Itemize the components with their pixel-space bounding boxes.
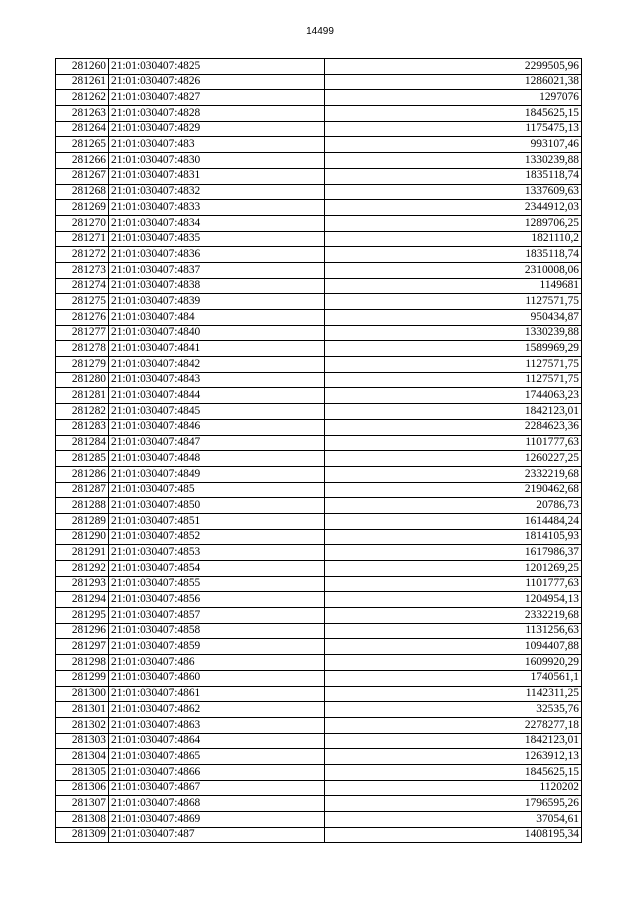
table-row bbox=[56, 168, 582, 184]
row-number-cell: 281261 bbox=[56, 74, 109, 90]
cadastral-value-cell: 1204954,13 bbox=[325, 592, 582, 608]
table-row bbox=[56, 623, 582, 639]
cadastral-number-cell: 21:01:030407:4839 bbox=[109, 294, 325, 310]
table-row bbox=[56, 466, 582, 482]
row-number-cell: 281262 bbox=[56, 90, 109, 106]
table-row bbox=[56, 388, 582, 404]
table-row bbox=[56, 262, 582, 278]
cadastral-number-cell: 21:01:030407:4855 bbox=[109, 576, 325, 592]
table-row bbox=[56, 498, 582, 514]
row-number-cell: 281301 bbox=[56, 702, 109, 718]
table-row bbox=[56, 310, 582, 326]
table-row bbox=[56, 561, 582, 577]
row-number-cell: 281290 bbox=[56, 529, 109, 545]
table-row bbox=[56, 341, 582, 357]
row-number-cell: 281263 bbox=[56, 106, 109, 122]
cadastral-number-cell: 21:01:030407:4868 bbox=[109, 796, 325, 812]
cadastral-number-cell: 21:01:030407:4865 bbox=[109, 749, 325, 765]
table-row bbox=[56, 513, 582, 529]
row-number-cell: 281305 bbox=[56, 764, 109, 780]
cadastral-value-cell: 20786,73 bbox=[325, 498, 582, 514]
cadastral-number-cell: 21:01:030407:4862 bbox=[109, 702, 325, 718]
cadastral-number-cell: 21:01:030407:4848 bbox=[109, 451, 325, 467]
table-row bbox=[56, 106, 582, 122]
cadastral-value-cell: 1094407,88 bbox=[325, 639, 582, 655]
table-row bbox=[56, 592, 582, 608]
row-number-cell: 281284 bbox=[56, 435, 109, 451]
page-number: 14499 bbox=[306, 26, 334, 37]
table-row bbox=[56, 90, 582, 106]
cadastral-number-cell: 21:01:030407:4869 bbox=[109, 812, 325, 828]
table-row bbox=[56, 764, 582, 780]
cadastral-value-cell: 1821110,2 bbox=[325, 231, 582, 247]
cadastral-number-cell: 21:01:030407:4852 bbox=[109, 529, 325, 545]
row-number-cell: 281274 bbox=[56, 278, 109, 294]
table-row bbox=[56, 121, 582, 137]
cadastral-value-cell: 1845625,15 bbox=[325, 106, 582, 122]
cadastral-number-cell: 21:01:030407:4826 bbox=[109, 74, 325, 90]
cadastral-value-cell: 2332219,68 bbox=[325, 608, 582, 624]
row-number-cell: 281267 bbox=[56, 168, 109, 184]
cadastral-number-cell: 21:01:030407:485 bbox=[109, 482, 325, 498]
cadastral-value-cell: 1744063,23 bbox=[325, 388, 582, 404]
cadastral-value-cell: 32535,76 bbox=[325, 702, 582, 718]
cadastral-number-cell: 21:01:030407:4851 bbox=[109, 513, 325, 529]
table-row bbox=[56, 357, 582, 373]
table-row bbox=[56, 749, 582, 765]
cadastral-value-cell: 1101777,63 bbox=[325, 576, 582, 592]
cadastral-value-cell: 2299505,96 bbox=[325, 59, 582, 75]
cadastral-value-cell: 1175475,13 bbox=[325, 121, 582, 137]
cadastral-number-cell: 21:01:030407:4844 bbox=[109, 388, 325, 404]
cadastral-value-cell: 1835118,74 bbox=[325, 247, 582, 263]
row-number-cell: 281260 bbox=[56, 59, 109, 75]
cadastral-value-cell: 1101777,63 bbox=[325, 435, 582, 451]
cadastral-number-cell: 21:01:030407:4864 bbox=[109, 733, 325, 749]
cadastral-value-cell: 1609920,29 bbox=[325, 655, 582, 671]
table-row bbox=[56, 796, 582, 812]
cadastral-number-cell: 21:01:030407:4853 bbox=[109, 545, 325, 561]
cadastral-value-cell: 1120202 bbox=[325, 780, 582, 796]
cadastral-value-cell: 1842123,01 bbox=[325, 404, 582, 420]
cadastral-number-cell: 21:01:030407:4840 bbox=[109, 325, 325, 341]
cadastral-value-cell: 1614484,24 bbox=[325, 513, 582, 529]
row-number-cell: 281265 bbox=[56, 137, 109, 153]
cadastral-value-cell: 1740561,1 bbox=[325, 670, 582, 686]
cadastral-number-cell: 21:01:030407:4847 bbox=[109, 435, 325, 451]
row-number-cell: 281300 bbox=[56, 686, 109, 702]
cadastral-value-cell: 1289706,25 bbox=[325, 215, 582, 231]
table-row bbox=[56, 404, 582, 420]
cadastral-value-cell: 1127571,75 bbox=[325, 294, 582, 310]
table-row bbox=[56, 278, 582, 294]
row-number-cell: 281292 bbox=[56, 561, 109, 577]
cadastral-number-cell: 21:01:030407:4849 bbox=[109, 466, 325, 482]
row-number-cell: 281303 bbox=[56, 733, 109, 749]
cadastral-number-cell: 21:01:030407:4829 bbox=[109, 121, 325, 137]
row-number-cell: 281270 bbox=[56, 215, 109, 231]
table-row bbox=[56, 435, 582, 451]
table-row bbox=[56, 670, 582, 686]
table-row bbox=[56, 137, 582, 153]
row-number-cell: 281291 bbox=[56, 545, 109, 561]
cadastral-value-cell: 1263912,13 bbox=[325, 749, 582, 765]
table-row bbox=[56, 482, 582, 498]
table-row bbox=[56, 655, 582, 671]
table-row bbox=[56, 733, 582, 749]
cadastral-number-cell: 21:01:030407:4860 bbox=[109, 670, 325, 686]
cadastral-number-cell: 21:01:030407:4841 bbox=[109, 341, 325, 357]
cadastral-number-cell: 21:01:030407:4843 bbox=[109, 372, 325, 388]
table-row bbox=[56, 153, 582, 169]
table-body bbox=[56, 59, 582, 843]
row-number-cell: 281299 bbox=[56, 670, 109, 686]
table-row bbox=[56, 325, 582, 341]
cadastral-value-table bbox=[55, 58, 582, 843]
cadastral-number-cell: 21:01:030407:4825 bbox=[109, 59, 325, 75]
row-number-cell: 281293 bbox=[56, 576, 109, 592]
cadastral-value-cell: 1814105,93 bbox=[325, 529, 582, 545]
row-number-cell: 281268 bbox=[56, 184, 109, 200]
cadastral-number-cell: 21:01:030407:4858 bbox=[109, 623, 325, 639]
table-row bbox=[56, 827, 582, 843]
table-row bbox=[56, 59, 582, 75]
cadastral-value-cell: 2284623,36 bbox=[325, 419, 582, 435]
cadastral-value-cell: 2310008,06 bbox=[325, 262, 582, 278]
row-number-cell: 281264 bbox=[56, 121, 109, 137]
table-row bbox=[56, 419, 582, 435]
cadastral-value-cell: 1796595,26 bbox=[325, 796, 582, 812]
cadastral-number-cell: 21:01:030407:4846 bbox=[109, 419, 325, 435]
cadastral-value-cell: 1286021,38 bbox=[325, 74, 582, 90]
row-number-cell: 281304 bbox=[56, 749, 109, 765]
table-row bbox=[56, 231, 582, 247]
row-number-cell: 281286 bbox=[56, 466, 109, 482]
table-row bbox=[56, 686, 582, 702]
cadastral-value-cell: 1131256,63 bbox=[325, 623, 582, 639]
cadastral-number-cell: 21:01:030407:4867 bbox=[109, 780, 325, 796]
table-row bbox=[56, 717, 582, 733]
table-row bbox=[56, 215, 582, 231]
table-row bbox=[56, 294, 582, 310]
row-number-cell: 281294 bbox=[56, 592, 109, 608]
cadastral-number-cell: 21:01:030407:4834 bbox=[109, 215, 325, 231]
cadastral-value-cell: 1330239,88 bbox=[325, 325, 582, 341]
cadastral-number-cell: 21:01:030407:4837 bbox=[109, 262, 325, 278]
cadastral-number-cell: 21:01:030407:4836 bbox=[109, 247, 325, 263]
cadastral-value-cell: 2332219,68 bbox=[325, 466, 582, 482]
cadastral-number-cell: 21:01:030407:4831 bbox=[109, 168, 325, 184]
table-row bbox=[56, 812, 582, 828]
cadastral-value-cell: 993107,46 bbox=[325, 137, 582, 153]
cadastral-number-cell: 21:01:030407:4835 bbox=[109, 231, 325, 247]
row-number-cell: 281283 bbox=[56, 419, 109, 435]
cadastral-number-cell: 21:01:030407:4833 bbox=[109, 200, 325, 216]
row-number-cell: 281287 bbox=[56, 482, 109, 498]
row-number-cell: 281297 bbox=[56, 639, 109, 655]
cadastral-value-cell: 1201269,25 bbox=[325, 561, 582, 577]
cadastral-value-cell: 1127571,75 bbox=[325, 357, 582, 373]
cadastral-value-cell: 1617986,37 bbox=[325, 545, 582, 561]
row-number-cell: 281307 bbox=[56, 796, 109, 812]
cadastral-number-cell: 21:01:030407:4866 bbox=[109, 764, 325, 780]
cadastral-number-cell: 21:01:030407:4845 bbox=[109, 404, 325, 420]
table-row bbox=[56, 184, 582, 200]
table-row bbox=[56, 200, 582, 216]
table-row bbox=[56, 576, 582, 592]
cadastral-value-cell: 37054,61 bbox=[325, 812, 582, 828]
row-number-cell: 281296 bbox=[56, 623, 109, 639]
cadastral-number-cell: 21:01:030407:4859 bbox=[109, 639, 325, 655]
cadastral-value-cell: 2190462,68 bbox=[325, 482, 582, 498]
cadastral-number-cell: 21:01:030407:4857 bbox=[109, 608, 325, 624]
row-number-cell: 281272 bbox=[56, 247, 109, 263]
cadastral-value-cell: 1149681 bbox=[325, 278, 582, 294]
cadastral-value-cell: 1835118,74 bbox=[325, 168, 582, 184]
cadastral-number-cell: 21:01:030407:4830 bbox=[109, 153, 325, 169]
row-number-cell: 281285 bbox=[56, 451, 109, 467]
row-number-cell: 281308 bbox=[56, 812, 109, 828]
cadastral-value-cell: 950434,87 bbox=[325, 310, 582, 326]
table-row bbox=[56, 780, 582, 796]
row-number-cell: 281277 bbox=[56, 325, 109, 341]
table-row bbox=[56, 74, 582, 90]
row-number-cell: 281273 bbox=[56, 262, 109, 278]
table-row bbox=[56, 529, 582, 545]
cadastral-number-cell: 21:01:030407:4842 bbox=[109, 357, 325, 373]
cadastral-value-cell: 1260227,25 bbox=[325, 451, 582, 467]
table-row bbox=[56, 545, 582, 561]
cadastral-number-cell: 21:01:030407:486 bbox=[109, 655, 325, 671]
cadastral-number-cell: 21:01:030407:4854 bbox=[109, 561, 325, 577]
row-number-cell: 281266 bbox=[56, 153, 109, 169]
table-row bbox=[56, 702, 582, 718]
row-number-cell: 281289 bbox=[56, 513, 109, 529]
cadastral-value-cell: 1842123,01 bbox=[325, 733, 582, 749]
table-row bbox=[56, 247, 582, 263]
cadastral-value-cell: 2278277,18 bbox=[325, 717, 582, 733]
row-number-cell: 281271 bbox=[56, 231, 109, 247]
cadastral-number-cell: 21:01:030407:483 bbox=[109, 137, 325, 153]
row-number-cell: 281306 bbox=[56, 780, 109, 796]
cadastral-value-cell: 1142311,25 bbox=[325, 686, 582, 702]
cadastral-value-cell: 1127571,75 bbox=[325, 372, 582, 388]
cadastral-number-cell: 21:01:030407:4861 bbox=[109, 686, 325, 702]
row-number-cell: 281269 bbox=[56, 200, 109, 216]
row-number-cell: 281276 bbox=[56, 310, 109, 326]
row-number-cell: 281295 bbox=[56, 608, 109, 624]
cadastral-number-cell: 21:01:030407:4863 bbox=[109, 717, 325, 733]
cadastral-value-cell: 1589969,29 bbox=[325, 341, 582, 357]
cadastral-number-cell: 21:01:030407:484 bbox=[109, 310, 325, 326]
cadastral-number-cell: 21:01:030407:487 bbox=[109, 827, 325, 843]
row-number-cell: 281278 bbox=[56, 341, 109, 357]
row-number-cell: 281309 bbox=[56, 827, 109, 843]
table-row bbox=[56, 372, 582, 388]
table-row bbox=[56, 608, 582, 624]
table-row bbox=[56, 451, 582, 467]
row-number-cell: 281279 bbox=[56, 357, 109, 373]
row-number-cell: 281275 bbox=[56, 294, 109, 310]
cadastral-value-cell: 2344912,03 bbox=[325, 200, 582, 216]
cadastral-value-cell: 1330239,88 bbox=[325, 153, 582, 169]
cadastral-value-cell: 1297076 bbox=[325, 90, 582, 106]
cadastral-value-cell: 1408195,34 bbox=[325, 827, 582, 843]
row-number-cell: 281298 bbox=[56, 655, 109, 671]
table-row bbox=[56, 639, 582, 655]
row-number-cell: 281302 bbox=[56, 717, 109, 733]
cadastral-number-cell: 21:01:030407:4832 bbox=[109, 184, 325, 200]
cadastral-number-cell: 21:01:030407:4828 bbox=[109, 106, 325, 122]
cadastral-number-cell: 21:01:030407:4856 bbox=[109, 592, 325, 608]
row-number-cell: 281282 bbox=[56, 404, 109, 420]
row-number-cell: 281280 bbox=[56, 372, 109, 388]
cadastral-value-cell: 1337609,63 bbox=[325, 184, 582, 200]
cadastral-number-cell: 21:01:030407:4827 bbox=[109, 90, 325, 106]
cadastral-number-cell: 21:01:030407:4838 bbox=[109, 278, 325, 294]
row-number-cell: 281288 bbox=[56, 498, 109, 514]
cadastral-value-cell: 1845625,15 bbox=[325, 764, 582, 780]
row-number-cell: 281281 bbox=[56, 388, 109, 404]
cadastral-number-cell: 21:01:030407:4850 bbox=[109, 498, 325, 514]
